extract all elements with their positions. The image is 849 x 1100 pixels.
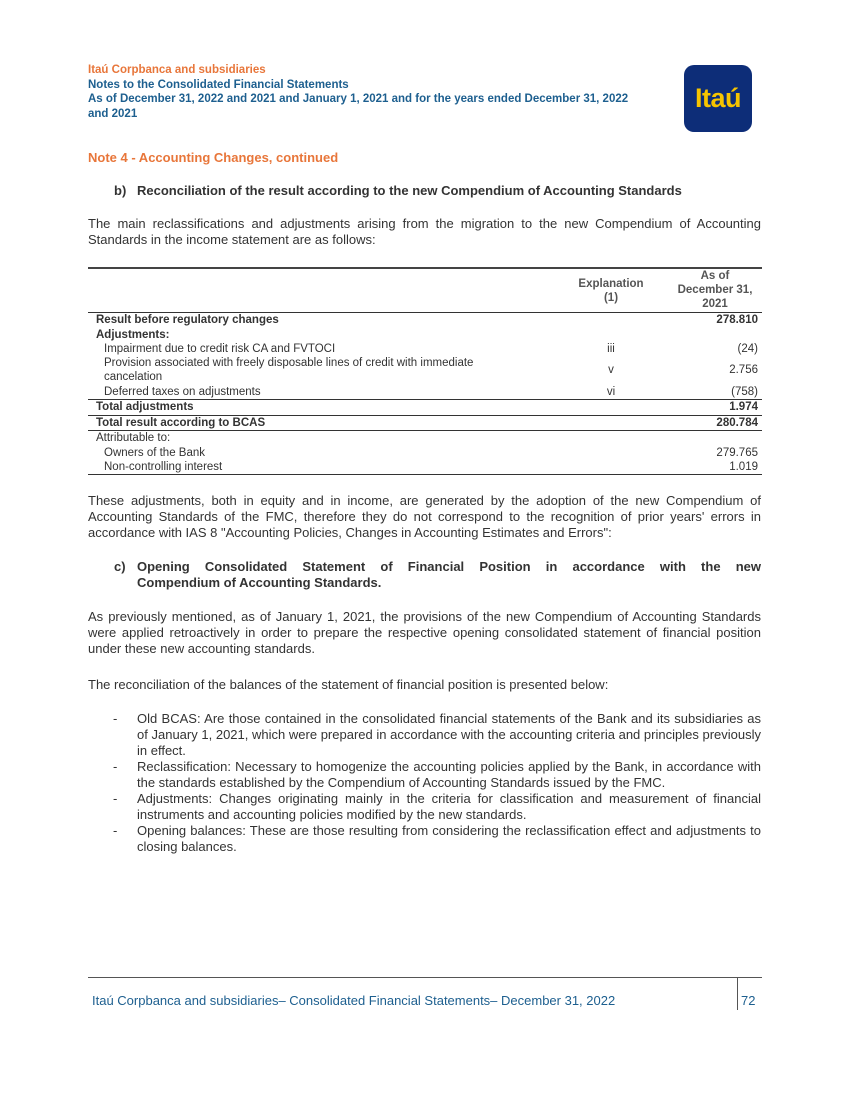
row-label: Total result according to BCAS (96, 417, 266, 429)
page-number: 72 (741, 993, 756, 1008)
bullet-opening-balances: Opening balances: These are those resulting from considering the reclassification effect and adjustments to closing balances. (137, 823, 761, 854)
header-bottom-rule (88, 312, 762, 313)
section-b-title: Reconciliation of the result according to the new Compendium of Accounting Standards (137, 183, 682, 198)
row-label: Attributable to: (96, 432, 171, 444)
rule-before-total-result (88, 415, 762, 416)
row-value: 279.765 (716, 447, 758, 459)
col-header-explanation (566, 277, 656, 305)
rule-before-total-adjustments (88, 399, 762, 400)
header-period-line2: and 2021 (88, 108, 138, 120)
row-value: 278.810 (716, 314, 758, 326)
row-value: 280.784 (716, 417, 758, 429)
col-header-date-line1: As of (700, 270, 730, 282)
bullet-reclassification: Reclassification: Necessary to homogenize the accounting policies applied by the Bank, in accordance with the standards established by the Compendium of Accounting Standards issued by the FMC. (137, 759, 761, 790)
section-c-paragraph-1: As previously mentioned, as of January 1, 2021, the provisions of the new Compendium of Accounting Standards were applied retroactively in order to prepare the respective opening consolidated statement of financial position under these new accounting standards. (88, 609, 761, 656)
row-label-continued: cancelation (104, 371, 163, 383)
row-value: 1.974 (729, 401, 758, 413)
footer-text: Itaú Corpbanca and subsidiaries– Consolidated Financial Statements– December 31, 2022 (92, 993, 616, 1008)
col-header-date (668, 269, 762, 311)
section-c-paragraph-2: The reconciliation of the balances of the statement of financial position is presented below: (88, 677, 609, 692)
bullet-adjustments: Adjustments: Changes originating mainly in the criteria for classification and measurement of financial instruments and accounting policies modified by the new standards. (137, 791, 761, 822)
bullet-marker: - (113, 711, 118, 726)
rule-after-total-result (88, 430, 762, 431)
table-top-rule (88, 267, 762, 269)
row-value: (758) (731, 386, 758, 398)
row-label: Deferred taxes on adjustments (104, 386, 261, 398)
col-header-date-line3: 2021 (702, 298, 728, 310)
section-b-intro: The main reclassifications and adjustments arising from the migration to the new Compendium of Accounting Standards in the income statement are as follows: (88, 216, 761, 247)
col-header-explanation-line2: (1) (603, 292, 619, 304)
row-label: Result before regulatory changes (96, 314, 279, 326)
col-header-explanation-line1: Explanation (578, 278, 644, 290)
section-c-title-line2: Compendium of Accounting Standards. (137, 575, 382, 590)
table-row-provision (88, 357, 762, 385)
row-value: (24) (737, 343, 758, 355)
section-c-label: c) (114, 559, 126, 574)
row-explanation: iii (607, 343, 615, 355)
row-label: Non-controlling interest (104, 461, 223, 473)
row-explanation: vi (606, 386, 616, 398)
row-value: 2.756 (729, 364, 758, 376)
header-notes-title: Notes to the Consolidated Financial Statements (88, 79, 349, 91)
header-company: Itaú Corpbanca and subsidiaries (88, 64, 266, 76)
row-label: Owners of the Bank (104, 447, 205, 459)
bullet-old-bcas: Old BCAS: Are those contained in the consolidated financial statements of the Bank and its subsidiaries as of January 1, 2021, which were prepared in accordance with the accounting criteria and principles previously in effect. (137, 711, 761, 758)
footer-vertical-rule (737, 977, 738, 1010)
table-bottom-rule (88, 474, 762, 475)
col-header-date-line2: December 31, (677, 284, 753, 296)
header-period-line1: As of December 31, 2022 and 2021 and January 1, 2021 and for the years ended December 31, 2022 (88, 93, 629, 105)
after-table-paragraph: These adjustments, both in equity and in income, are generated by the adoption of the new Compendium of Accounting Standards of the FMC, therefore they do not correspond to the recognition of prior years' errors in accordance with IAS 8 "Accounting Policies, Changes in Accounting Estimates and Errors": (88, 493, 761, 540)
bullet-marker: - (113, 823, 118, 838)
bullet-marker: - (113, 759, 118, 774)
section-b-label: b) (114, 183, 127, 198)
row-label: Total adjustments (96, 401, 194, 413)
footer-rule (88, 977, 762, 978)
itau-logo: Itaú (684, 65, 752, 132)
row-explanation: v (608, 364, 614, 376)
bullet-marker: - (113, 791, 118, 806)
note-title: Note 4 - Accounting Changes, continued (88, 150, 339, 165)
row-label: Provision associated with freely disposable lines of credit with immediate (104, 357, 474, 369)
section-c-title-line1: Opening Consolidated Statement of Financial Position in accordance with the new (137, 559, 761, 574)
row-label: Adjustments: (96, 329, 170, 341)
row-value: 1.019 (729, 461, 758, 473)
row-label: Impairment due to credit risk CA and FVTOCI (104, 343, 336, 355)
